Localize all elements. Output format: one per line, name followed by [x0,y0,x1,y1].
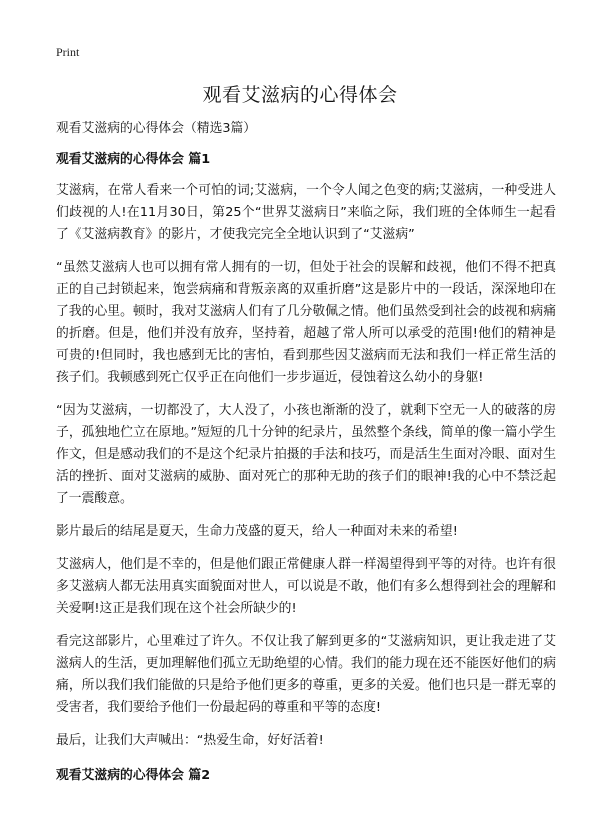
article-body [56,118,556,796]
paragraph: 看完这部影片，心里难过了许久。不仅让我了解到更多的“艾滋病知识，更让我走进了艾滋病人的生活，更加理解他们孤立无助绝望的心情。我们的能力现在还不能医好他们的病痛，所以我们我们能做的只是给予他们更多的尊重，更多的关爱。他们也只是一群无辜的受害者，我们要给予他们一份最起码的尊重和平等的态度! [56,634,556,715]
section-heading-2: 观看艾滋病的心得体会 篇2 [56,768,211,783]
paragraph: 艾滋病，在常人看来一个可怕的词;艾滋病，一个令人闻之色变的病;艾滋病，一种受进人们歧视的人!在11月30日，第25个“世界艾滋病日”来临之际，我们班的全体师生一起看了《艾滋病教育》的影片，才使我完完全全地认识到了“艾滋病” [56,183,556,242]
paragraph: 影片最后的结尾是夏天，生命力茂盛的夏天，给人一种面对未来的希望! [56,524,458,539]
paragraph: “虽然艾滋病人也可以拥有常人拥有的一切，但处于社会的误解和歧视，他们不得不把真正的自己封锁起来，饱尝病痛和背叛亲离的双重折磨”这是影片中的一段话，深深地印在了我的心里。顿时，我对艾滋病人们有了几分敬佩之情。他们虽然受到社会的歧视和病痛的折磨。但是，他们并没有放弃，坚持着，超越了常人所可以承受的范围!他们的精神是可贵的!但同时，我也感到无比的害怕，看到那些因艾滋病而无法和我们一样正常生活的孩子们。我顿感到死亡仅乎正在向他们一步步逼近，侵蚀着这么幼小的身躯! [56,260,556,385]
article-subtitle: 观看艾滋病的心得体会（精选3篇） [56,121,257,136]
paragraph: 最后，让我们大声喊出：“热爱生命，好好活着! [56,733,324,748]
page-title: 观看艾滋病的心得体会 [202,84,398,106]
paragraph: “因为艾滋病，一切都没了，大人没了，小孩也渐渐的没了，就剩下空无一人的破落的房子，孤独地伫立在原地。”短短的几十分钟的纪录片，虽然整个条线，简单的像一篇小学生作文，但是感动我们的不是这个纪录片拍摄的手法和技巧，而是活生生面对冷眼、面对生活的挫折、面对艾滋病的威胁、面对死亡的那种无助的孩子们的眼神!我的心中不禁泛起了一震酸意。 [56,403,556,506]
section-heading-1: 观看艾滋病的心得体会 篇1 [56,152,211,167]
paragraph: 艾滋病人，他们是不幸的，但是他们跟正常健康人群一样渴望得到平等的对待。也许有很多艾滋病人都无法用真实面貌面对世人，可以说是不敢，他们有多么想得到社会的理解和关爱啊!这正是我们现在这个社会所缺少的! [56,557,556,616]
print-link[interactable]: Print [56,45,80,59]
